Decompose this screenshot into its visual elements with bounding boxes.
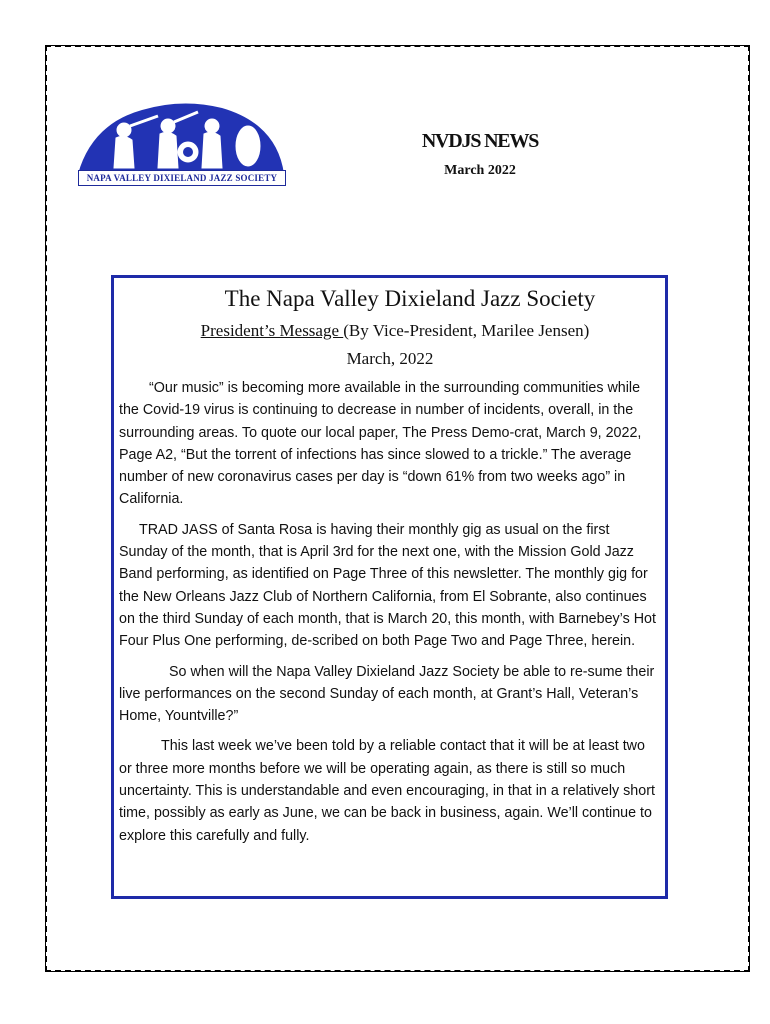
- article-subtitle: [119, 320, 661, 342]
- article-title: The Napa Valley Dixieland Jazz Society: [224, 286, 596, 311]
- paragraph-outlook: This last week we’ve been told by a reliable contact that it will be at least two or three more months before we will be operating again, as there is still so much uncertainty. This is understandable and even encouraging, in that in a relatively short time, possibly as early as June, we can be back in business, again. We’ll continue to explore this carefully and fully.: [119, 738, 655, 844]
- paragraph-covid-update: “Our music” is becoming more available in the surrounding communities while the Covid-19 virus is continuing to decrease in number of incidents, overall, in the surrounding areas. To quote our local paper, The Press Demo-crat, March 9, 2022, Page A2, “But the torrent of infections has since slowed to a trickle.” The average number of new coronavirus cases per day is “down 61% from two weeks ago” in California.: [119, 380, 642, 508]
- newsletter-date: March 2022: [444, 163, 516, 178]
- presidents-message-label: President’s Message: [200, 321, 344, 340]
- paragraph-local-gigs: TRAD JASS of Santa Rosa is having their monthly gig as usual on the first Sunday of the month, that is April 3rd for the next one, with the Mission Gold Jazz Band performing, as identified on Page Three of this newsletter. The monthly gig for the New Orleans Jazz Club of Northern California, from El Sobrante, also continues on the third Sunday of each month, that is March 20, this month, with Barnebey’s Hot Four Plus One performing, de-scribed on both Page Two and Page Three, herein.: [119, 521, 656, 650]
- subtitle-byline: (By Vice-President, Marilee Jensen): [343, 321, 590, 340]
- newsletter-title: NVDJS NEWS: [421, 130, 539, 152]
- logo-caption: NAPA VALLEY DIXIELAND JAZZ SOCIETY: [78, 170, 286, 186]
- article-date: March, 2022: [346, 349, 434, 368]
- society-logo: [72, 96, 290, 188]
- presidents-message-box: [111, 275, 668, 899]
- paragraph-resume-question: So when will the Napa Valley Dixieland Jazz Society be able to re-sume their live performances on the second Sunday of each month, at Grant’s Hall, Veteran’s Home, Yountville?”: [119, 663, 655, 725]
